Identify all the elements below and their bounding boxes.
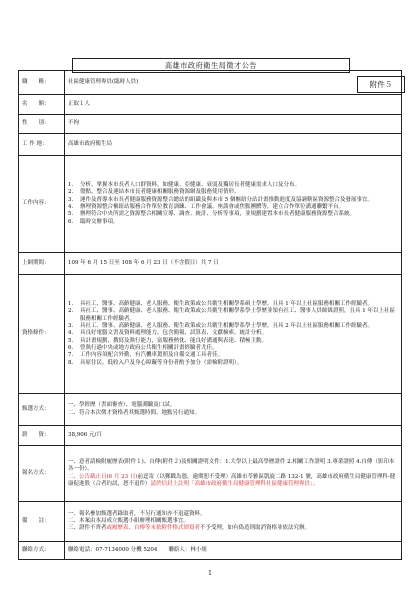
list-item-text: 運作及督導本市長者健康服務資源整合總站的組織及與本市 5 個樞紐分站計畫推動進度及協調轄區資源整合及發展事宜。 bbox=[80, 196, 373, 203]
value-period: 109 年 6 月 15 日至 108 年 6 月 23 日（不含假日）共 7 日 bbox=[65, 253, 402, 275]
list-item-text: 具良好電腦文書及資料處理能力，包含簡報、試算表、文獻檢索、統計分析。 bbox=[80, 330, 268, 337]
list-item-number: 5. bbox=[68, 211, 74, 218]
value-remarks bbox=[65, 502, 402, 542]
value-selection bbox=[65, 394, 402, 426]
row-period bbox=[19, 253, 402, 275]
application-address: 前逕寄（以郵戳為憑，逾期恕不受理）高雄市苓雅區凱旋二路 132-1 號，高雄市政府衛生局健康管理科-健康促進股（合者約試，恕不退件） bbox=[68, 473, 396, 487]
label-duties: 工作內容： bbox=[19, 156, 65, 253]
list-item-number: 7. bbox=[68, 352, 74, 359]
row-selection bbox=[19, 394, 402, 426]
label-salary: 薪 資： bbox=[19, 426, 65, 446]
list-item-text: 具原住民、低收入戶及身心障礙等身份者酌予加分（需檢附證明）。 bbox=[80, 359, 243, 366]
remarks-line-3: 三、證件不齊者或履歷表、自傳等未依附件格式填寫者不予受理，如有偽造則取消資格並依法究辦。 bbox=[68, 525, 311, 532]
label-quota: 名 額： bbox=[19, 95, 65, 115]
list-item-number: 4. bbox=[68, 204, 74, 210]
list-item bbox=[68, 352, 398, 359]
value-gender: 不拘 bbox=[65, 115, 402, 134]
list-item-number: 1. bbox=[68, 301, 74, 308]
row-contact bbox=[19, 542, 402, 560]
label-location: 工 作 地： bbox=[19, 134, 65, 156]
remarks-line-2: 二、本案由本局成立甄選小組辦理相關甄選事宜。 bbox=[68, 517, 190, 524]
value-contact: 聯絡電話：07-7134000 分機 5204 聯絡人：林小姐 bbox=[65, 542, 402, 560]
row-location bbox=[19, 134, 402, 156]
list-item bbox=[68, 308, 398, 323]
list-item-text: 曾執行過中央或地方政府公共衛生相關計畫經驗者尤佳。 bbox=[80, 344, 218, 351]
value-salary: 38,906 元/月 bbox=[65, 426, 402, 446]
list-item-number: 3. bbox=[68, 196, 74, 203]
label-application: 報名方式： bbox=[19, 446, 65, 502]
row-salary bbox=[19, 426, 402, 446]
application-envelope-note: 請於信封上註明「高雄市政府衛生局健康管理科社區健康管理專員」。 bbox=[150, 480, 319, 487]
list-item-text: 具計畫規劃、撰寫及執行能力，富服務熱忱、能良好溝通與表達、積極主動。 bbox=[80, 337, 268, 344]
value-duties bbox=[65, 156, 402, 253]
value-application bbox=[65, 446, 402, 502]
document-title: 高雄市政府衛生局徵才公告 bbox=[72, 58, 350, 73]
page-number: 1 bbox=[208, 570, 212, 577]
value-position: 社區健康管理專員(臨時人員) bbox=[65, 71, 402, 95]
job-posting-table bbox=[18, 70, 402, 560]
row-qualifications bbox=[19, 275, 402, 394]
row-position bbox=[19, 71, 402, 95]
label-contact: 聯絡方式： bbox=[19, 542, 65, 560]
label-period: 上網期間： bbox=[19, 253, 65, 275]
row-remarks bbox=[19, 502, 402, 542]
list-item bbox=[68, 338, 398, 345]
application-line-2 bbox=[68, 474, 398, 489]
list-item-text: 分析、掌握本市長者人口群資料，如健康、亞健康、衰弱及獨居長者健康需求人口及分布。 bbox=[80, 182, 301, 189]
qualifications-list bbox=[68, 301, 398, 367]
row-gender bbox=[19, 115, 402, 134]
label-selection: 甄選方式： bbox=[19, 394, 65, 426]
value-quota: 正取１人 bbox=[65, 95, 402, 115]
remarks-line-1: 一、報名參加甄選者錄取者，不另行通知亦不退還資料。 bbox=[68, 510, 206, 517]
list-item-number: 4. bbox=[68, 330, 74, 337]
value-location: 高雄市政府衛生局 bbox=[65, 134, 402, 156]
list-item-number: 5. bbox=[68, 337, 74, 344]
list-item-number: 2. bbox=[68, 189, 74, 196]
list-item-number: 2. bbox=[68, 308, 74, 315]
row-duties bbox=[19, 156, 402, 253]
list-item-text: 盤點、整合及連結本市長者健康相關服務資源網及服務使用情形。 bbox=[80, 189, 240, 196]
label-remarks: 備 註： bbox=[19, 502, 65, 542]
list-item-number: 6. bbox=[68, 218, 74, 225]
list-item-text: 辦理符合中央所需之資源整合相關宣導、調查、統計、分析等事項，並規劃建置本市長者健康服務資源整合系統。 bbox=[80, 211, 356, 218]
list-item-text: 具社工、醫事、高齡健康、老人服務、衛生政策或公共衛生相關學系碩士學歷，且具 1 年以上社區服務相關工作經驗者。 bbox=[80, 301, 373, 308]
list-item-text: 辦理資源整合樞紐站服務合作單位教育訓練、工作會議、座談會或焦點團體等，建立合作單位溝通聯繫平台。 bbox=[80, 204, 345, 210]
selection-line-1: 一、學經歷（書面審查）、電腦測驗及口試。 bbox=[68, 402, 176, 409]
list-item-number: 8. bbox=[68, 359, 74, 366]
attachment-label: 附件５ bbox=[357, 76, 405, 93]
list-item-number: 6. bbox=[68, 344, 74, 351]
selection-line-2: 二、符合本次徵才資格者其甄選時間、地點另行通知。 bbox=[68, 409, 201, 416]
list-item bbox=[68, 219, 398, 226]
list-item bbox=[68, 211, 398, 218]
label-qualifications: 資格條件： bbox=[19, 275, 65, 394]
application-deadline: 二、公告截止日(6 月 23 日) bbox=[68, 473, 138, 480]
row-application bbox=[19, 446, 402, 502]
label-gender: 性 別： bbox=[19, 115, 65, 134]
list-item-number: 1. bbox=[68, 182, 74, 189]
label-position: 職 稱： bbox=[19, 71, 65, 95]
remarks-red-text: 或履歷表、自傳等未依附件格式填寫者 bbox=[106, 525, 201, 532]
list-item-text: 工作內容須配合外勤，有汽機車駕照及自備交通工具者佳。 bbox=[80, 352, 224, 359]
list-item-number: 3. bbox=[68, 323, 74, 330]
application-line-1: 一、意者請檢附履歷表(附件１)、自傳(附件２)及相關證明文件：1.大學以上最高學歷證件 2.相關工作證明 3.專業證照 4.自傳（影印本各一份）。 bbox=[68, 458, 395, 473]
list-item bbox=[68, 189, 398, 196]
list-item-text: 臨時交辦事項。 bbox=[80, 218, 119, 225]
list-item-text: 具社工、醫事、高齡健康、老人服務、衛生政策或公共衛生相關學系學士學歷並領有社工、醫事人員師級證照，且具 1 年以上社區服務相關工作經驗者。 bbox=[80, 308, 396, 322]
list-item-text: 具社工、醫事、高齡健康、老人服務、衛生政策或公共衛生相關學系學士學歷，且具 2 年以上社區服務相關工作經驗者。 bbox=[80, 323, 373, 330]
value-qualifications bbox=[65, 275, 402, 394]
list-item bbox=[68, 360, 398, 367]
duties-list bbox=[68, 182, 398, 226]
list-item bbox=[68, 197, 398, 204]
row-quota bbox=[19, 95, 402, 115]
list-item bbox=[68, 330, 398, 337]
